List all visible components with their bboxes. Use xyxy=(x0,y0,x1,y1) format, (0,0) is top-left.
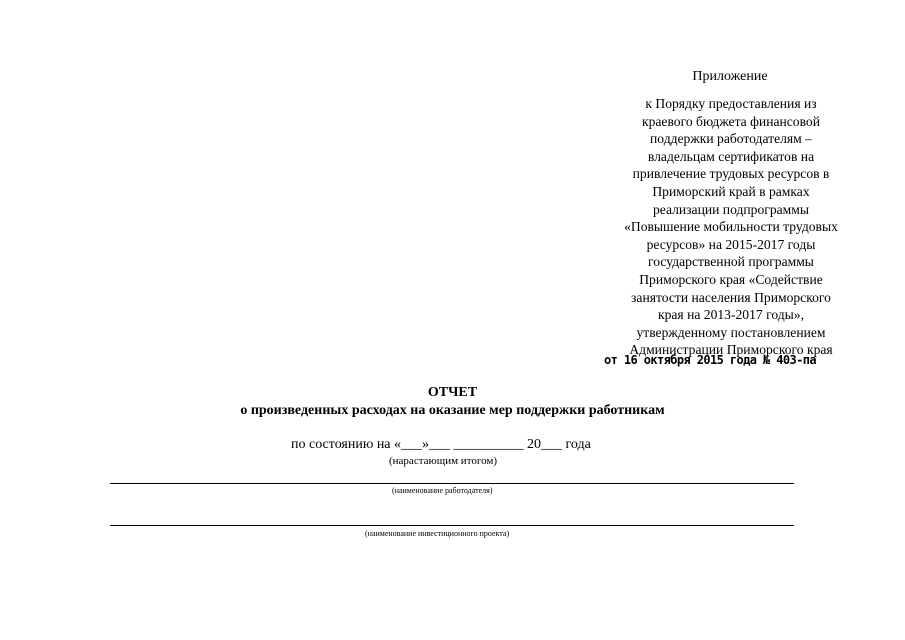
appendix-line: Приморского края «Содействие xyxy=(639,271,823,287)
project-name-line xyxy=(110,525,794,526)
appendix-line: реализации подпрограммы xyxy=(652,201,810,217)
appendix-line: ресурсов» на 2015-2017 годы xyxy=(646,236,816,252)
appendix-line: поддержки работодателям – xyxy=(650,131,812,147)
appendix-line: Администрации Приморского края xyxy=(629,342,833,358)
report-title: ОТЧЕТ xyxy=(427,385,478,400)
appendix-line: к Порядку предоставления из xyxy=(645,96,817,111)
report-date-note: (нарастающим итогом) xyxy=(389,455,498,467)
appendix-line: государственной программы xyxy=(648,254,814,270)
report-subtitle: о произведенных расходах на оказание мер поддержки работникам xyxy=(240,403,665,418)
appendix-line: владельцам сертификатов на xyxy=(647,148,815,164)
report-date-line: по состоянию на «___»___ __________ 20___ года xyxy=(291,437,591,452)
appendix-line: Приморский край в рамках xyxy=(652,183,810,199)
appendix-line: утвержденному постановлением xyxy=(636,324,826,340)
appendix-line: «Повышение мобильности трудовых xyxy=(624,219,838,235)
employer-name-caption: (наименование работодателя) xyxy=(392,486,493,495)
appendix-title: Приложение xyxy=(692,69,768,84)
appendix-line: краевого бюджета финансовой xyxy=(642,113,820,129)
appendix-line: занятости населения Приморского xyxy=(631,289,831,305)
project-name-caption: (наименование инвестиционного проекта) xyxy=(365,529,510,538)
appendix-body xyxy=(595,95,867,359)
decree-stamp: от 16 октября 2015 года № 403-па xyxy=(604,352,816,368)
appendix-line: привлечение трудовых ресурсов в xyxy=(632,166,830,182)
appendix-line: края на 2013-2017 годы», xyxy=(658,307,804,323)
employer-name-line xyxy=(110,483,794,484)
